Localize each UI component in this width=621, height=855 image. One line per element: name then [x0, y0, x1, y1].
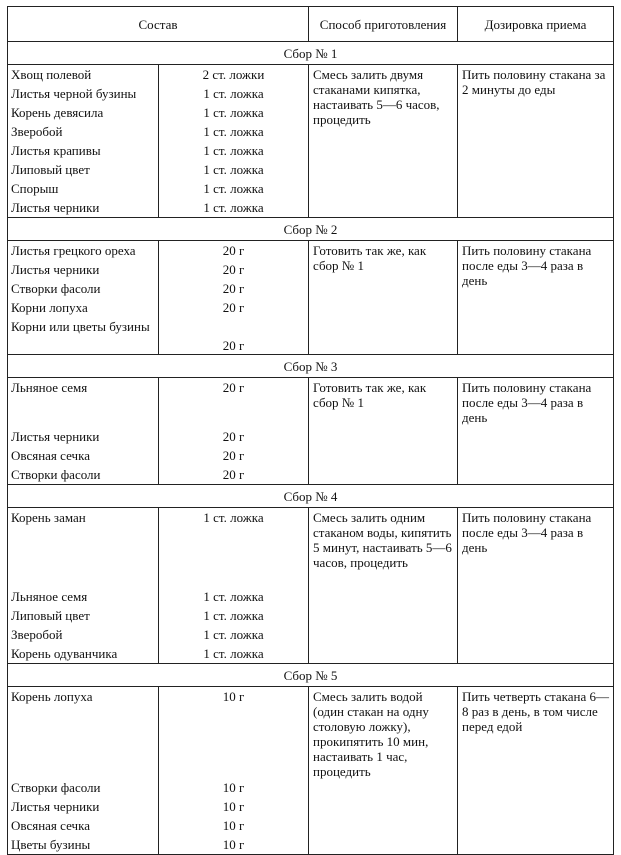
ingredient-name: Створки фасоли [8, 279, 159, 298]
section-title: Сбор № 1 [8, 42, 614, 65]
dosage: Пить половину стакана после еды 3—4 раза в день [458, 378, 614, 485]
preparation-method: Смесь залить водой (один стакан на одну столовую ложку), прокипятить 10 мин, настаивать 1 час, процедить [309, 687, 458, 855]
ingredient-row [8, 65, 614, 85]
ingredient-name: Листья черники [8, 260, 159, 279]
section-title: Сбор № 3 [8, 355, 614, 378]
dosage: Пить половину стакана после еды 3—4 раза в день [458, 241, 614, 355]
dosage: Пить половину стакана после еды 3—4 раза в день [458, 508, 614, 664]
ingredient-name: Овсяная сечка [8, 816, 159, 835]
ingredient-name: Листья грецкого ореха [8, 241, 159, 261]
section-title: Сбор № 5 [8, 664, 614, 687]
ingredient-name: Листья черной бузины [8, 84, 159, 103]
ingredient-amount: 10 г [159, 816, 309, 835]
ingredient-row [8, 508, 614, 588]
ingredient-amount: 10 г [159, 835, 309, 855]
preparation-method: Смесь залить двумя стаканами кипятка, настаивать 5—6 часов, процедить [309, 65, 458, 218]
ingredient-name: Листья черники [8, 198, 159, 218]
ingredient-amount: 1 ст. ложка [159, 606, 309, 625]
dosage: Пить четверть стакана 6—8 раз в день, в том числе перед едой [458, 687, 614, 855]
ingredient-amount: 20 г [159, 465, 309, 485]
ingredient-name: Корни или цветы бузины [8, 317, 159, 355]
ingredient-amount: 20 г [159, 260, 309, 279]
ingredient-amount: 20 г [159, 378, 309, 428]
header-composition: Состав [8, 7, 309, 42]
ingredient-name: Цветы бузины [8, 835, 159, 855]
ingredient-name: Льняное семя [8, 587, 159, 606]
herbal-collections-table [7, 6, 614, 855]
section-title-row [8, 485, 614, 508]
section-title-row [8, 218, 614, 241]
ingredient-amount: 1 ст. ложка [159, 160, 309, 179]
ingredient-name: Льняное семя [8, 378, 159, 428]
ingredient-amount: 1 ст. ложка [159, 625, 309, 644]
ingredient-name: Липовый цвет [8, 606, 159, 625]
ingredient-name: Зверобой [8, 625, 159, 644]
ingredient-amount: 20 г [159, 241, 309, 261]
ingredient-amount: 1 ст. ложка [159, 122, 309, 141]
ingredient-amount: 2 ст. ложки [159, 65, 309, 85]
ingredient-row [8, 241, 614, 261]
ingredient-name: Липовый цвет [8, 160, 159, 179]
ingredient-row [8, 378, 614, 428]
ingredient-name: Створки фасоли [8, 778, 159, 797]
ingredient-amount: 10 г [159, 797, 309, 816]
preparation-method: Смесь залить одним стаканом воды, кипятить 5 минут, настаивать 5—6 часов, процедить [309, 508, 458, 664]
ingredient-name: Створки фасоли [8, 465, 159, 485]
ingredient-name: Листья крапивы [8, 141, 159, 160]
ingredient-amount: 20 г [159, 317, 309, 355]
ingredient-row [8, 687, 614, 779]
ingredient-amount: 20 г [159, 298, 309, 317]
ingredient-amount: 20 г [159, 446, 309, 465]
ingredient-amount: 10 г [159, 687, 309, 779]
ingredient-amount: 20 г [159, 279, 309, 298]
preparation-method: Готовить так же, как сбор № 1 [309, 241, 458, 355]
ingredient-amount: 1 ст. ложка [159, 141, 309, 160]
ingredient-amount: 1 ст. ложка [159, 508, 309, 588]
section-title-row [8, 42, 614, 65]
ingredient-name: Хвощ полевой [8, 65, 159, 85]
ingredient-amount: 10 г [159, 778, 309, 797]
ingredient-name: Зверобой [8, 122, 159, 141]
ingredient-amount: 1 ст. ложка [159, 198, 309, 218]
ingredient-amount: 1 ст. ложка [159, 179, 309, 198]
ingredient-name: Корень лопуха [8, 687, 159, 779]
ingredient-name: Корень девясила [8, 103, 159, 122]
ingredient-name: Спорыш [8, 179, 159, 198]
section-title: Сбор № 2 [8, 218, 614, 241]
ingredient-amount: 1 ст. ложка [159, 84, 309, 103]
ingredient-amount: 1 ст. ложка [159, 103, 309, 122]
header-preparation: Способ приготовления [309, 7, 458, 42]
section-title-row [8, 664, 614, 687]
ingredient-amount: 1 ст. ложка [159, 644, 309, 664]
ingredient-name: Корень заман [8, 508, 159, 588]
preparation-method: Готовить так же, как сбор № 1 [309, 378, 458, 485]
table-header-row [8, 7, 614, 42]
section-title-row [8, 355, 614, 378]
ingredient-name: Листья черники [8, 797, 159, 816]
ingredient-name: Корень одуванчика [8, 644, 159, 664]
header-dosage: Дозировка приема [458, 7, 614, 42]
section-title: Сбор № 4 [8, 485, 614, 508]
ingredient-amount: 20 г [159, 427, 309, 446]
dosage: Пить половину стакана за 2 минуты до еды [458, 65, 614, 218]
ingredient-name: Корни лопуха [8, 298, 159, 317]
ingredient-name: Листья черники [8, 427, 159, 446]
ingredient-name: Овсяная сечка [8, 446, 159, 465]
ingredient-amount: 1 ст. ложка [159, 587, 309, 606]
